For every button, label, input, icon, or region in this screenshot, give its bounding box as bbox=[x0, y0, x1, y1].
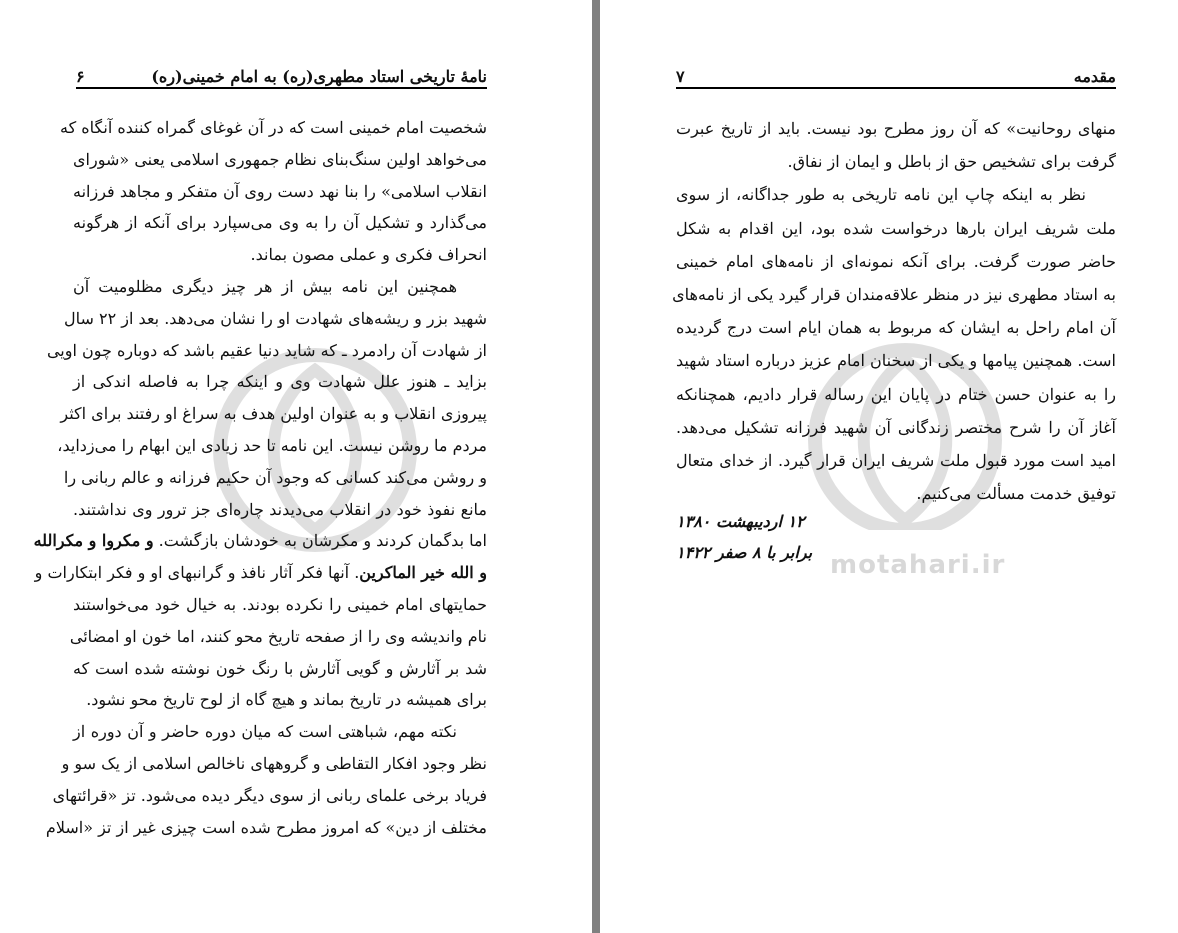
text-run: فریاد برخی علمای ربانی از سوی دیگر دیده می‌شود. تز «قرائتهای bbox=[52, 785, 487, 805]
page-divider bbox=[592, 0, 600, 933]
text-run: آن امام راحل به ایشان که مربوط به همان ایام است درج گردیده bbox=[676, 318, 1116, 338]
text-run: شهید بزر و ریشه‌های شهادت او را نشان می‌دهد. بعد از ۲۲ سال bbox=[64, 308, 487, 328]
text-run: حاضر صورت گرفت. برای آنکه نمونه‌ای از نامه‌های امام خمینی bbox=[676, 251, 1116, 271]
text-line bbox=[676, 411, 1116, 444]
text-run: انحراف فکری و عملی مصون بماند. bbox=[250, 245, 487, 265]
text-line bbox=[676, 444, 1116, 477]
text-run: می‌خواهد اولین سنگ‌بنای نظام جمهوری اسلامی یعنی «شورای bbox=[73, 149, 487, 169]
text-run: مردم ما روشن نیست. این نامه تا حد زیادی این ابهام را می‌زداید، bbox=[57, 435, 487, 455]
text-run: نظر وجود افکار التقاطی و گروههای ناخالص اسلامی از یک سو و bbox=[61, 753, 487, 773]
text-run: امید است مورد قبول ملت شریف ایران قرار گیرد. از خدای متعال bbox=[676, 450, 1116, 470]
text-line bbox=[60, 398, 487, 430]
header-rule bbox=[76, 87, 487, 89]
date-lunar: برابر با ۸ صفر ۱۴۲۲ bbox=[676, 543, 813, 562]
right-page-header bbox=[676, 62, 1116, 86]
running-title: نامهٔ تاریخی استاد مطهری(ره) به امام خمینی(ره) bbox=[151, 67, 487, 86]
left-page-body bbox=[33, 112, 487, 843]
watermark-site: motahari.ir bbox=[830, 550, 1006, 580]
text-line bbox=[52, 780, 487, 812]
text-run: گرفت برای تشخیص حق از باطل و ایمان از نفاق. bbox=[787, 152, 1116, 172]
text-line bbox=[73, 207, 487, 239]
text-line bbox=[73, 239, 487, 271]
text-run: به استاد مطهری نیز در منظر علاقه‌مندان قرار گیرد یکی از نامه‌های bbox=[672, 284, 1116, 304]
text-run: را به عنوان حسن ختام در پایان این رساله قرار دادیم، همچنانکه bbox=[676, 384, 1116, 404]
text-line bbox=[676, 245, 1116, 278]
text-run: شخصیت امام خمینی است که در آن غوغای گمراه کننده آنگاه که bbox=[60, 118, 487, 137]
text-run: است. همچنین پیامها و یکی از سخنان امام عزیز درباره استاد شهید bbox=[676, 351, 1116, 371]
text-line bbox=[73, 494, 487, 526]
text-line bbox=[676, 344, 1116, 377]
right-page bbox=[600, 0, 1178, 933]
text-run: بزاید ـ هنوز علل شهادت وی و اینکه چرا به فاصله اندکی از bbox=[73, 372, 487, 392]
text-run: منهای روحانیت» که آن روز مطرح بود نیست. باید از تاریخ عبرت bbox=[676, 119, 1116, 138]
text-run: آغاز آن را شرح مختصر زندگانی آن شهید فرزانه تشکیل می‌دهد. bbox=[676, 417, 1116, 437]
text-line bbox=[676, 145, 1116, 178]
text-line bbox=[73, 176, 487, 208]
page-number: ۶ bbox=[76, 67, 85, 86]
text-line bbox=[63, 462, 487, 494]
text-run: حمایتهای امام خمینی را نکرده بودند. به خیال خود می‌خواستند bbox=[73, 594, 487, 614]
page-number: ۷ bbox=[676, 67, 685, 86]
date-solar: ۱۲ اردیبهشت ۱۳۸۰ bbox=[676, 512, 805, 531]
text-line bbox=[69, 621, 487, 653]
text-run: پیروزی انقلاب و به عنوان اولین هدف به سراغ او رفتند برای اکثر bbox=[60, 404, 487, 424]
text-line bbox=[676, 212, 1116, 245]
bold-quote: و الله خیر الماکرین bbox=[359, 563, 487, 583]
text-line bbox=[676, 477, 1116, 510]
text-run: و روشن می‌کند کسانی که وجود آن حکیم فرزانه و عالم ربانی را bbox=[63, 467, 487, 487]
running-title: مقدمه bbox=[1073, 67, 1116, 86]
text-line bbox=[73, 144, 487, 176]
left-page-header bbox=[76, 62, 487, 86]
text-line bbox=[73, 684, 487, 716]
text-line bbox=[57, 430, 487, 462]
text-line bbox=[676, 112, 1116, 145]
text-run: برای همیشه در تاریخ بماند و هیچ گاه از لوح تاریخ محو نشود. bbox=[86, 690, 487, 710]
text-line bbox=[34, 557, 487, 589]
text-line bbox=[73, 271, 487, 303]
text-run: می‌گذارد و تشکیل آن را به وی می‌سپارد برای آنکه از هرگونه bbox=[73, 213, 487, 233]
text-run: همچنین این نامه بیش از هر چیز دیگری مظلومیت آن bbox=[73, 276, 457, 296]
text-line bbox=[73, 653, 487, 685]
text-line bbox=[73, 716, 487, 748]
text-run: توفیق خدمت مسألت می‌کنیم. bbox=[916, 484, 1116, 504]
text-line bbox=[676, 311, 1116, 344]
right-page-body bbox=[672, 112, 1116, 510]
text-line bbox=[64, 303, 487, 335]
text-run: . آنها فکر آثار نافذ و گرانبهای او و فکر ابتکارات و bbox=[34, 563, 360, 583]
bold-quote: و مکروا و مکرالله bbox=[33, 531, 154, 551]
text-run: انقلاب اسلامی» را بنا نهد دست روی آن متفکر و مجاهد فرزانه bbox=[73, 181, 487, 201]
text-line bbox=[45, 812, 487, 844]
text-line bbox=[73, 366, 487, 398]
header-rule bbox=[676, 87, 1116, 89]
text-run: مختلف از دین» که امروز مطرح شده است چیزی غیر از تز «اسلام bbox=[45, 817, 487, 837]
text-run: ملت شریف ایران بارها درخواست شده بود، این اقدام به شکل bbox=[676, 218, 1116, 238]
text-line bbox=[73, 589, 487, 621]
text-run: نظر به اینکه چاپ این نامه تاریخی به طور جداگانه، از سوی bbox=[676, 185, 1086, 205]
text-line bbox=[61, 748, 487, 780]
text-line bbox=[672, 278, 1116, 311]
text-run: نام واندیشه وی را از صفحه تاریخ محو کنند، اما خون او امضائی bbox=[69, 626, 487, 646]
text-line bbox=[33, 525, 487, 557]
text-run: اما بدگمان کردند و مکرشان به خودشان بازگشت. bbox=[153, 531, 487, 551]
text-run: شد بر آثارش و گویی آثارش با رنگ خون نوشته شده است که bbox=[73, 658, 487, 678]
text-run: از شهادت آن رادمرد ـ که شاید دنیا عقیم باشد که دوباره چون اویی bbox=[46, 340, 487, 360]
text-run: مانع نفوذ خود در انقلاب می‌دیدند چاره‌ای جز ترور وی نداشتند. bbox=[73, 499, 487, 519]
text-line bbox=[676, 178, 1116, 211]
text-run: نکته مهم، شباهتی است که میان دوره حاضر و آن دوره از bbox=[73, 722, 457, 742]
text-line bbox=[676, 378, 1116, 411]
text-line bbox=[46, 335, 487, 367]
text-line bbox=[60, 112, 487, 144]
